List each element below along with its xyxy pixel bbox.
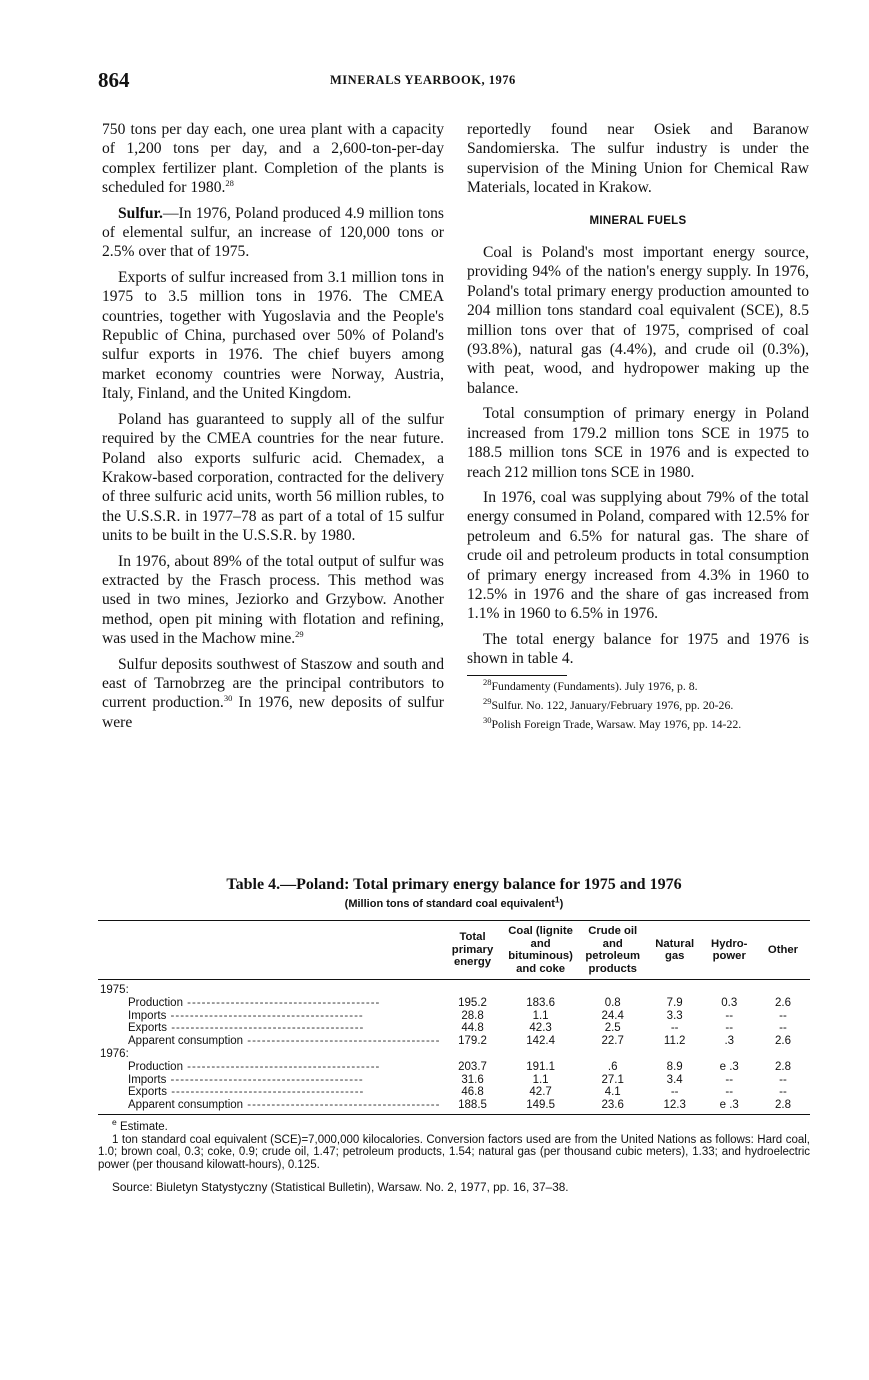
paragraph: Coal is Poland's most important energy source, providing 94% of the nation's energy supply. In 1976, Poland's total primary energy production amounted to 204 million tons standard coal equivalent (SCE), 8.5 million tons over that of 1975, comprised of coal (93.8%), natural gas (4.4%), and crude oil (0.3%), with peat, wood, and hydropower making up the balance. [467, 244, 809, 397]
table-cell [703, 1048, 756, 1061]
table-cell: 23.6 [579, 1099, 647, 1114]
leader-dots: ---------------------------------------- [182, 1060, 381, 1073]
leader-dots: ---------------------------------------- [243, 1099, 441, 1112]
footnote-text: Sulfur. No. 122, January/February 1976, pp. 20-26. [491, 697, 734, 712]
footnote-ref: 29 [295, 628, 304, 639]
row-label-text: Production [128, 996, 183, 1009]
table-cell [503, 980, 579, 997]
paragraph-text: In 1976, about 89% of the total output of sulfur was extracted by the Frasch process. This method was used in two mines, Jeziorko and Grzybow. Another method, open pit mining with flotation and refining, was used in the Machow mine. [102, 552, 444, 648]
column-header: Crude oil and petroleum products [579, 921, 647, 980]
table-cell: 44.8 [461, 1022, 484, 1035]
column-header-blank [98, 921, 442, 980]
table-row [98, 980, 810, 997]
table-cell: 1.1 [532, 1009, 549, 1022]
row-group-label [98, 1048, 442, 1061]
energy-balance-table [98, 920, 810, 1115]
table-row [98, 1061, 810, 1074]
table-row [98, 1086, 810, 1099]
row-label [98, 1022, 442, 1035]
run-in-heading: Sulfur. [118, 204, 163, 222]
footnote-text: Estimate. [119, 1120, 168, 1133]
paragraph: Poland has guaranteed to supply all of the sulfur required by the CMEA countries for the near future. Poland also exports sulfuric acid. Chemadex, a Krakow-based corporation, contracted for the delivery of three sulfuric acid units, worth 56 million rubles, to the U.S.S.R. in 1977–78 as part of a total of 15 sulfur units to be built in the U.S.S.R. by 1980. [102, 410, 444, 545]
footnote-mark: 29 [483, 696, 492, 707]
table-cell: -- [725, 1073, 734, 1086]
table-subtitle [98, 894, 810, 910]
footnote-text: Fundamenty (Fundaments). July 1976, p. 8. [491, 678, 698, 693]
paragraph: reportedly found near Osiek and Baranow Sandomierska. The sulfur industry is under the supervision of the Mining Union for Chemical Raw Materials, located in Krakow. [467, 121, 809, 197]
table-cell: 188.5 [442, 1099, 502, 1114]
table-row [98, 997, 810, 1010]
footnote [467, 676, 809, 693]
table-header-row [98, 921, 810, 980]
energy-table-block [98, 876, 810, 1194]
row-label [98, 1086, 442, 1099]
table-cell: .6 [607, 1060, 618, 1073]
section-heading: MINERAL FUELS [589, 214, 687, 227]
paragraph-text: Sulfur deposits southwest of Staszow and south and east of Tarnobrzeg are the principal contributors to current production. [102, 655, 444, 712]
table-cell [647, 1048, 703, 1061]
table-cell: 2.8 [756, 1099, 810, 1114]
paragraph [102, 655, 444, 733]
table-cell: 28.8 [461, 1009, 484, 1022]
paragraph: In 1976, coal was supplying about 79% of the total energy consumed in Poland, compared with 12.5% for petroleum and 6.5% for natural gas. The share of crude oil and petroleum products in total consumption of primary energy increased from 4.3% in 1960 to 12.5% in 1976 and the share of gas increased from 1.1% in 1960 to 6.5% in 1976. [467, 488, 809, 623]
leader-dots: ---------------------------------------- [166, 1009, 364, 1022]
row-label-text: 1976: [100, 1047, 129, 1060]
table-cell [579, 980, 647, 997]
table-cell: 1.1 [532, 1073, 549, 1086]
table-cell: 0.8 [604, 996, 621, 1009]
column-header: Other [756, 921, 810, 980]
row-label-text: 1975: [100, 984, 129, 996]
column-header: Hydro-power [703, 921, 756, 980]
leader-dots: ---------------------------------------- [182, 996, 381, 1009]
table-cell: 7.9 [666, 996, 683, 1009]
row-label-text: Exports [128, 1022, 167, 1035]
subtitle-text: (Million tons of standard coal equivalent [344, 898, 555, 910]
paragraph-sulfur [102, 204, 444, 262]
paragraph-text: —In 1976, Poland produced 4.9 million tons of elemental sulfur, an increase of 120,000 tons or 2.5% over that of 1975. [102, 204, 444, 261]
table-cell [703, 980, 756, 997]
table-cell: 2.8 [774, 1060, 791, 1073]
paragraph: The total energy balance for 1975 and 1976 is shown in table 4. [467, 630, 809, 668]
leader-dots: ---------------------------------------- [243, 1035, 441, 1048]
running-title: MINERALS YEARBOOK, 1976 [330, 73, 516, 87]
footnote-mark: 28 [483, 676, 492, 687]
footnote [467, 696, 809, 712]
table-cell: 149.5 [503, 1099, 579, 1114]
page-header [98, 68, 810, 94]
table-cell: -- [670, 1086, 679, 1099]
table-cell: 11.2 [663, 1035, 686, 1048]
row-label-text: Imports [128, 1009, 167, 1022]
table-cell: 42.7 [529, 1086, 552, 1099]
footnote-ref: 30 [223, 693, 233, 704]
table-cell [647, 980, 703, 997]
row-label [98, 1074, 442, 1087]
paragraph: Exports of sulfur increased from 3.1 million tons in 1975 to 3.5 million tons in 1976. The CMEA countries, together with Yugoslavia and the People's Republic of China, purchased over 50% of Poland's sulfur exports in 1976. The chief buyers among market economy countries were Norway, Austria, Italy, Finland, and the United Kingdom. [102, 268, 444, 403]
table-cell: 203.7 [458, 1060, 487, 1073]
table-cell: -- [725, 1086, 734, 1099]
table-cell: -- [725, 1009, 734, 1022]
table-cell [579, 1048, 647, 1061]
footnote-mark: e [112, 1117, 117, 1128]
table-cell: 179.2 [458, 1035, 487, 1048]
table-cell: 12.3 [647, 1099, 703, 1114]
row-group-label [98, 980, 442, 997]
footnote [467, 715, 809, 732]
table-cell: -- [779, 1086, 787, 1099]
table-cell: 22.7 [601, 1035, 624, 1048]
right-column [467, 120, 809, 738]
table-cell: 24.4 [601, 1009, 624, 1022]
table-cell: .3 [724, 1035, 735, 1048]
table-body [98, 980, 810, 1115]
table-cell: 0.3 [721, 996, 738, 1009]
row-label-text: Production [128, 1060, 183, 1073]
table-row [98, 1035, 810, 1048]
leader-dots: ---------------------------------------- [166, 1073, 364, 1086]
table-cell: e .3 [719, 1060, 739, 1073]
table-cell: 3.3 [666, 1009, 683, 1022]
table-cell: 4.1 [604, 1086, 621, 1099]
row-label-text: Imports [128, 1073, 167, 1086]
row-label [98, 1010, 442, 1023]
row-label [98, 1035, 442, 1048]
row-label [98, 997, 442, 1010]
table-cell: 42.3 [529, 1022, 552, 1035]
table-footnote [98, 1117, 810, 1134]
table-cell [442, 980, 502, 997]
table-cell: -- [779, 1073, 787, 1086]
table-cell [756, 980, 810, 997]
table-cell: 195.2 [458, 996, 487, 1009]
footnote-text: Polish Foreign Trade, Warsaw. May 1976, pp. 14-22. [491, 717, 742, 732]
table-cell: 46.8 [461, 1086, 484, 1099]
leader-dots: ---------------------------------------- [167, 1022, 365, 1035]
column-header: Coal (lignite and bituminous) and coke [503, 921, 579, 980]
table-title: Table 4.—Poland: Total primary energy balance for 1975 and 1976 [226, 876, 682, 893]
table-cell: -- [779, 1022, 787, 1035]
table-cell: 27.1 [601, 1073, 624, 1086]
row-label [98, 1061, 442, 1074]
table-cell: 2.6 [774, 1035, 791, 1048]
leader-dots: ---------------------------------------- [167, 1086, 365, 1099]
table-cell: 142.4 [526, 1035, 555, 1048]
table-footnote: 1 ton standard coal equivalent (SCE)=7,000,000 kilocalories. Conversion factors used are from the United Nations as follows: Hard coal, 1.0; brown coal, 0.3; coke, 0.9; crude oil, 1.47; petroleum products, 1.54; natural gas (per thousand cubic meters), 1.33; and hydroelectric power (per thousand kilowatt-hours), 0.125. [98, 1133, 810, 1171]
table-cell: -- [779, 1009, 787, 1022]
paragraph: Total consumption of primary energy in Poland increased from 179.2 million tons SCE in 1975 to 188.5 million tons SCE in 1976 and is expected to reach 212 million tons SCE in 1980. [467, 405, 809, 481]
footnote-mark: 30 [483, 715, 492, 726]
table-cell [756, 1048, 810, 1061]
table-cell: 2.5 [604, 1022, 621, 1035]
row-label-text: Apparent consumption [128, 1099, 244, 1112]
table-row [98, 1022, 810, 1035]
column-header: Total primary energy [442, 921, 502, 980]
table-cell: -- [725, 1022, 734, 1035]
table-cell: 183.6 [526, 996, 555, 1009]
paragraph [102, 120, 444, 198]
left-column [102, 120, 444, 738]
row-label-text: Apparent consumption [128, 1035, 244, 1048]
subtitle-text: ) [559, 898, 564, 910]
table-cell: 3.4 [666, 1073, 683, 1086]
table-cell: 2.6 [774, 996, 791, 1009]
table-cell: 8.9 [666, 1060, 683, 1073]
table-row [98, 1048, 810, 1061]
table-cell: e .3 [703, 1099, 756, 1114]
table-cell [503, 1048, 579, 1061]
table-cell: 31.6 [461, 1073, 484, 1086]
table-row [98, 1099, 810, 1114]
paragraph-text: In 1976, new deposits of sulfur were [102, 694, 444, 731]
column-header: Natural gas [647, 921, 703, 980]
table-cell [442, 1048, 502, 1061]
page-number: 864 [98, 68, 130, 92]
footnote-ref: 1 [554, 894, 560, 905]
footnote-ref: 28 [225, 178, 234, 189]
table-source: Source: Biuletyn Statystyczny (Statistical Bulletin), Warsaw. No. 2, 1977, pp. 16, 37–38. [112, 1180, 569, 1195]
paragraph [102, 552, 444, 649]
row-label-text: Exports [128, 1086, 167, 1099]
table-row [98, 1010, 810, 1023]
paragraph-text: 750 tons per day each, one urea plant with a capacity of 1,200 tons per day, and a 2,600-ton-per-day complex fertilizer plant. Completion of the plants is scheduled for 1980. [102, 121, 444, 197]
table-row [98, 1074, 810, 1087]
table-cell: 191.1 [526, 1060, 555, 1073]
table-cell: -- [670, 1022, 679, 1035]
row-label [98, 1099, 442, 1114]
